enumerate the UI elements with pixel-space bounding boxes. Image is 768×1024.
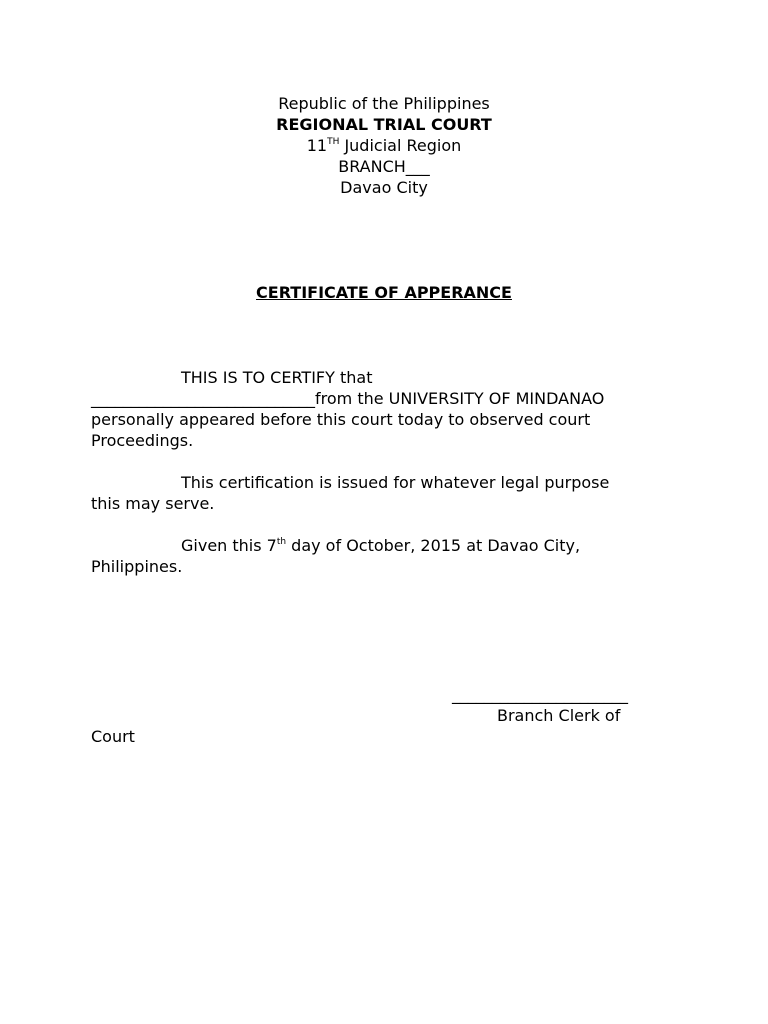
paragraph-purpose [91, 472, 691, 514]
signature-line: ______________________ [452, 685, 628, 704]
paragraph-certify-line2: ____________________________from the UNIVERSITY OF MINDANAO [91, 389, 605, 408]
given-text-b: day of October, 2015 at Davao City, [286, 536, 581, 555]
header-court-name: REGIONAL TRIAL COURT [276, 115, 492, 134]
paragraph-given-line2: Philippines. [91, 557, 183, 576]
paragraph-given-line1 [91, 535, 691, 556]
paragraph-purpose-line2: this may serve. [91, 494, 215, 513]
paragraph-certify [91, 367, 691, 451]
given-text-a: Given this 7 [181, 536, 277, 555]
region-text: Judicial Region [339, 136, 462, 155]
signature-title: Branch Clerk of [497, 706, 621, 725]
region-superscript: TH [327, 136, 340, 147]
paragraph-certify-line4: Proceedings. [91, 431, 194, 450]
header-region [0, 135, 768, 156]
header-branch: BRANCH___ [338, 157, 430, 176]
paragraph-certify-line1: THIS IS TO CERTIFY that [181, 368, 373, 387]
given-superscript: th [276, 536, 287, 547]
paragraph-purpose-line1: This certification is issued for whatever legal purpose [181, 473, 610, 492]
document-title: CERTIFICATE OF APPERANCE [256, 283, 512, 302]
header-republic: Republic of the Philippines [278, 94, 490, 113]
paragraph-given [91, 535, 691, 577]
signature-title-continued: Court [91, 727, 135, 746]
court-header [0, 93, 768, 198]
region-number: 11 [306, 136, 328, 155]
header-city: Davao City [340, 178, 428, 197]
paragraph-certify-line3: personally appeared before this court today to observed court [91, 410, 591, 429]
